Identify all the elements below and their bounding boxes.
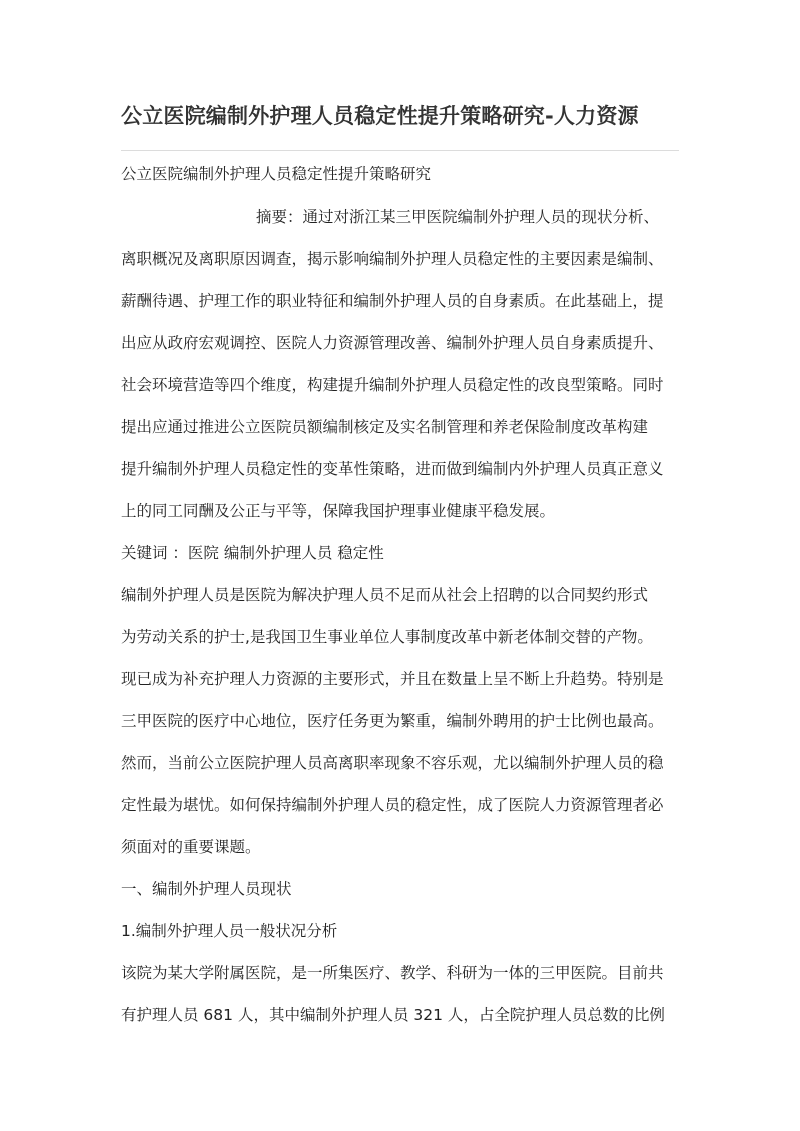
abstract-line: 上的同工同酬及公正与平等，保障我国护理事业健康平稳发展。 [121, 502, 556, 520]
body-line: 定性最为堪忧。如何保持编制外护理人员的稳定性，成了医院人力资源管理者必 [121, 796, 664, 814]
abstract-line: 提出应通过推进公立医院员额编制核定及实名制管理和养老保险制度改革构建 [121, 418, 649, 436]
abstract-line: 出应从政府宏观调控、医院人力资源管理改善、编制外护理人员自身素质提升、 [121, 334, 664, 352]
abstract-line: 提升编制外护理人员稳定性的变革性策略，进而做到编制内外护理人员真正意义 [121, 460, 664, 478]
body-line: 为劳动关系的护士,是我国卫生事业单位人事制度改革中新老体制交替的产物。 [121, 628, 653, 646]
body-line: 现已成为补充护理人力资源的主要形式，并且在数量上呈不断上升趋势。特别是 [121, 670, 664, 688]
abstract-line: 离职概况及离职原因调查，揭示影响编制外护理人员稳定性的主要因素是编制、 [121, 250, 664, 268]
abstract-line: 薪酬待遇、护理工作的职业特征和编制外护理人员的自身素质。在此基础上，提 [121, 292, 664, 310]
body-line: 编制外护理人员是医院为解决护理人员不足而从社会上招聘的以合同契约形式 [121, 586, 649, 604]
document-title: 公立医院编制外护理人员稳定性提升策略研究-人力资源 [121, 104, 639, 128]
body-line: 三甲医院的医疗中心地位，医疗任务更为繁重，编制外聘用的护士比例也最高。 [121, 712, 664, 730]
body-line: 然而，当前公立医院护理人员高离职率现象不容乐观，尤以编制外护理人员的稳 [121, 754, 664, 772]
body-line: 该院为某大学附属医院，是一所集医疗、教学、科研为一体的三甲医院。目前共 [121, 964, 664, 982]
body-line: 须面对的重要课题。 [121, 838, 261, 856]
keywords-line: 关键词 ：医院 编制外护理人员 稳定性 [121, 544, 384, 562]
body-line: 有护理人员 681 人，其中编制外护理人员 321 人，占全院护理人员总数的比例 [121, 1006, 665, 1024]
title-divider [121, 150, 679, 151]
abstract-line: 社会环境营造等四个维度，构建提升编制外护理人员稳定性的改良型策略。同时 [121, 376, 664, 394]
subtitle-line: 公立医院编制外护理人员稳定性提升策略研究 [121, 165, 432, 183]
subsection-heading: 1.编制外护理人员一般状况分析 [121, 922, 338, 940]
section-heading: 一、编制外护理人员现状 [121, 880, 292, 898]
abstract-line: 摘要：通过对浙江某三甲医院编制外护理人员的现状分析、 [256, 208, 660, 226]
